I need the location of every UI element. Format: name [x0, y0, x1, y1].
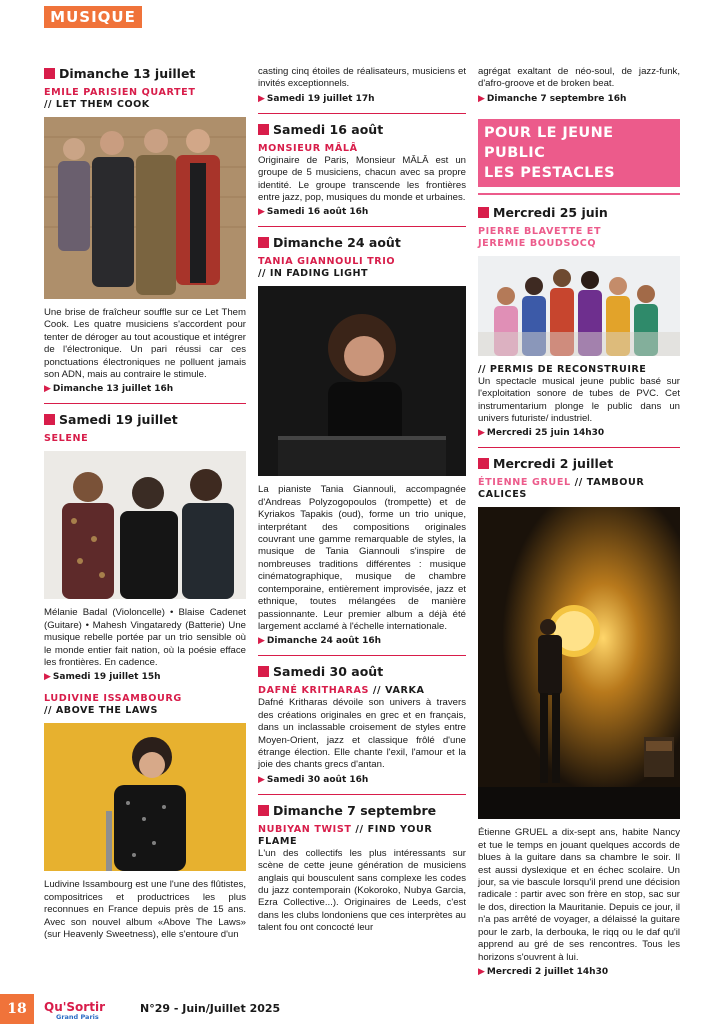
album-title: // ABOVE THE LAWS	[44, 705, 158, 717]
event-date: ▶ Samedi 19 juillet 15h	[44, 672, 161, 683]
event-day-heading: Samedi 30 août	[258, 664, 466, 679]
play-triangle-icon: ▶	[258, 207, 265, 218]
bullet-square-icon	[44, 414, 55, 425]
section-tag: MUSIQUE	[44, 6, 142, 28]
artist-name: ÉTIENNE GRUEL // TAMBOUR CALICES	[478, 477, 645, 501]
bullet-square-icon	[258, 805, 269, 816]
event-description: L'un des collectifs les plus intéressants sur scène de cette jeune génération de musiciens anglais qui bousculent sans complexe les codes du jazz contemporain (Kokoroko, Nubya Garcia, Ezra Collective...). Originaires de Leeds, c'est dans les clubs londoniens que ces interprètes au talent fou ont concocté leur	[258, 847, 466, 934]
quartet-photo	[44, 117, 246, 299]
event-date: ▶ Samedi 30 août 16h	[258, 774, 369, 785]
artist-name: SELENE	[44, 433, 89, 445]
album-title: // IN FADING LIGHT	[258, 268, 369, 280]
divider	[478, 447, 680, 448]
young-audience-banner	[478, 119, 680, 187]
selene-photo	[44, 451, 246, 599]
event-date: ▶ Mercredi 2 juillet 14h30	[478, 966, 609, 977]
bullet-square-icon	[258, 237, 269, 248]
play-triangle-icon: ▶	[258, 93, 265, 104]
event-date: ▶ Dimanche 13 juillet 16h	[44, 384, 174, 395]
bullet-square-icon	[258, 666, 269, 677]
pestacles-photo	[478, 256, 680, 356]
event-day-heading: Dimanche 13 juillet	[44, 66, 246, 81]
bullet-square-icon	[478, 207, 489, 218]
issue-info: N°29 - Juin/Juillet 2025	[140, 1002, 281, 1015]
event-description: Originaire de Paris, Monsieur MÂLÂ est un groupe de 5 musiciens, chacun avec sa propre identité. Le groupe transcende les frontières entre jazz, pop, musiques du monde et urbaines.	[258, 154, 466, 204]
event-description: Dafné Kritharas dévoile son univers à travers des créations originales en grec et en français, dans un inclassable croisement de styles entre Moyen-Orient, jazz et classique frôlé d'une étrange élection. Elle chante l'exil, l'amour et la joie des chants grecs d'antan.	[258, 697, 466, 771]
play-triangle-icon: ▶	[478, 93, 485, 104]
banner-line: POUR LE JEUNE PUBLIC LES PESTACLES	[478, 119, 680, 187]
artist-name: PIERRE BLAVETTE ET	[478, 225, 602, 237]
play-triangle-icon: ▶	[44, 384, 51, 395]
issambourg-photo	[44, 723, 246, 871]
svg-text:Qu'Sortir: Qu'Sortir	[44, 1000, 105, 1014]
artist-name: EMILE PARISIEN QUARTET	[44, 87, 196, 98]
event-day-heading: Mercredi 25 juin	[478, 205, 680, 220]
event-description: Un spectacle musical jeune public basé sur l'exploitation sonore de tubes de PVC. Cet instrumentarium plonge le public dans un univers futuriste/ industriel.	[478, 375, 680, 425]
show-title: // PERMIS DE RECONSTRUIRE	[478, 363, 647, 375]
event-date: ▶ Samedi 16 août 16h	[258, 207, 369, 218]
bullet-square-icon	[44, 68, 55, 79]
event-date: ▶ Samedi 19 juillet 17h	[258, 93, 375, 104]
event-day-heading: Mercredi 2 juillet	[478, 456, 680, 471]
gruel-photo	[478, 507, 680, 819]
event-description: agrégat exaltant de néo-soul, de jazz-funk, d'afro-groove et de broken beat.	[478, 66, 680, 90]
bullet-square-icon	[258, 124, 269, 135]
artist-name: LUDIVINE ISSAMBOURG	[44, 693, 182, 705]
album-title: // LET THEM COOK	[44, 99, 150, 110]
artist-name: DAFNÉ KRITHARAS // VARKA	[258, 685, 425, 697]
event-date: ▶ Mercredi 25 juin 14h30	[478, 428, 605, 439]
artist-name: MONSIEUR MÂLÂ	[258, 142, 358, 154]
event-description: Mélanie Badal (Violoncelle) • Blaise Cadenet (Guitare) • Mahesh Vingataredy (Batterie) Une musique rebelle portée par un trio sensible où le monde entier fait nation, où la poésie efface les frontières. En cadence.	[44, 607, 246, 669]
column-2	[258, 66, 466, 935]
play-triangle-icon: ▶	[258, 774, 265, 785]
divider	[258, 113, 466, 114]
play-triangle-icon: ▶	[258, 636, 265, 647]
artist-name: JEREMIE BOUDSOCQ	[478, 237, 597, 249]
artist-name: TANIA GIANNOULI TRIO	[258, 256, 396, 268]
event-date: ▶ Dimanche 7 septembre 16h	[478, 93, 627, 104]
divider	[478, 193, 680, 195]
event-description: Ludivine Issambourg est une l'une des flûtistes, compositrices et productrices les plus reconnues en France depuis près de 15 ans. Avec son nouvel album «Above The Laws» (sur Heavenly Sweetness), elle s'entoure d'un	[44, 879, 246, 941]
event-description: Étienne GRUEL a dix-sept ans, habite Nancy et tue le temps en jouant quelques accords de blues à la guitare dans sa chambre le soir. Il est aussi dyslexique et en échec scolaire. Un jour, sa vie bascule lorsqu'il prend une décision radicale : partir avec son frère en stop, sac sur le dos, direction la Mauritanie. Depuis ce jour, il n'a pas arrêté de voyager, a délaissé la guitare pour le zarb, la derbouka, le riqq ou le daf qu'il apprend au gré de ses rencontres. Tous les horizons s'ouvrent à lui.	[478, 827, 680, 963]
divider	[258, 655, 466, 656]
play-triangle-icon: ▶	[44, 672, 51, 683]
page-number: 18	[0, 994, 34, 1024]
svg-text:Grand Paris: Grand Paris	[56, 1013, 99, 1020]
event-description: Une brise de fraîcheur souffle sur ce Let Them Cook. Les quatre musiciens s'accordent pour tenter de déroger au tout acoustique et intégrer de l'électronique. Un pari réussi car ces ponctuations électroniques ne polluent jamais son ADN, mais au contraire le stimule.	[44, 307, 246, 381]
event-description: casting cinq étoiles de réalisateurs, musiciens et invités exceptionnels.	[258, 66, 466, 90]
event-date: ▶ Dimanche 24 août 16h	[258, 636, 382, 647]
bullet-square-icon	[478, 458, 489, 469]
publication-logo	[42, 998, 130, 1020]
event-day-heading: Samedi 16 août	[258, 122, 466, 137]
giannouli-photo	[258, 286, 466, 476]
artist-name: NUBIYAN TWIST // FIND YOUR FLAME	[258, 823, 433, 847]
event-description: La pianiste Tania Giannouli, accompagnée d'Andreas Polyzogopoulos (trompette) et de Kyriakos Tapakis (oud), forme un trio unique, interprétant des compositions originales couvrant une gamme remarquable de styles, la musique de Tania Giannouli s'inspire de nombreuses traditions différentes : musique cinématographique, musique de chambre contemporaine, entièrement improvisée, jazz et ethnique, toutes mélangées de manière passionnante. Leur premier album a déjà été largement acclamé à l'échelle internationale.	[258, 484, 466, 632]
event-day-heading: Dimanche 7 septembre	[258, 803, 466, 818]
divider	[258, 226, 466, 227]
event-day-heading: Dimanche 24 août	[258, 235, 466, 250]
divider	[258, 794, 466, 795]
divider	[44, 403, 246, 404]
column-3	[478, 66, 680, 978]
event-day-heading: Samedi 19 juillet	[44, 412, 246, 427]
play-triangle-icon: ▶	[478, 966, 485, 977]
play-triangle-icon: ▶	[478, 428, 485, 439]
column-1	[44, 66, 246, 942]
